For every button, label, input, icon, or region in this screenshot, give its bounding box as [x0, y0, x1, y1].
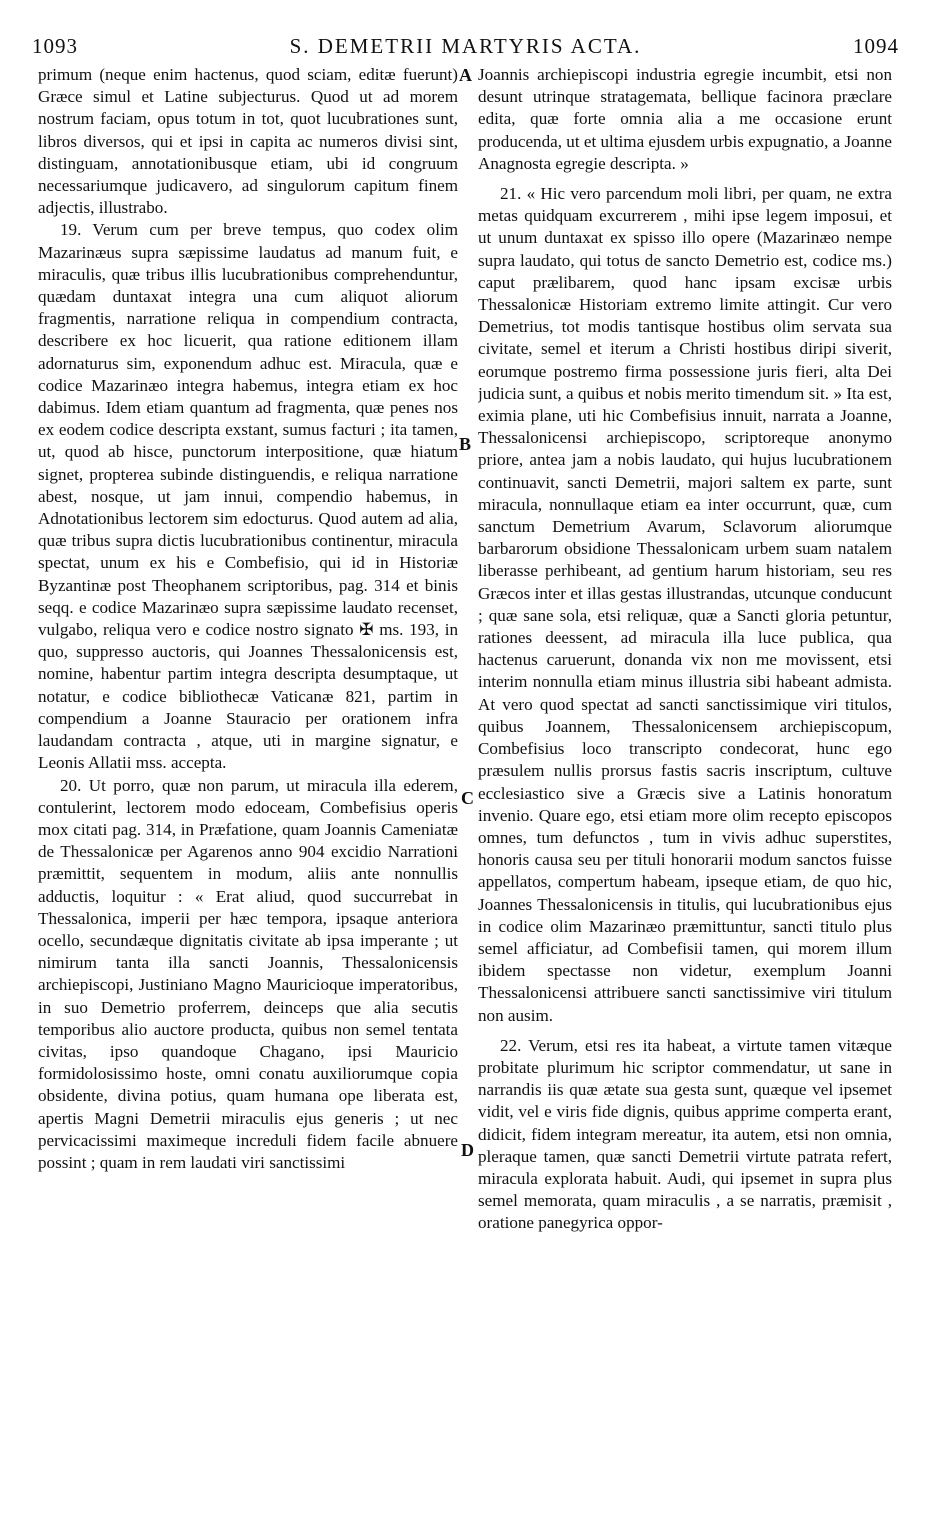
margin-marker-c: C [461, 788, 474, 808]
paragraph-20: 20. Ut porro, quæ non parum, ut miracula illa ederem, contulerint, lectorem modo edoceam, Combefisius operis mox citati pag. 314, in Præfatione, quam Joannis Cameniatæ de Thessalonicæ per Agarenos anno 904 excidio Narrationi præmittit, sequentem in modum, aliis ante nonnullis adductis, loquitur : « Erat aliud, quod succurrebat in Thessalonica, imperii per hæc tempora, ipsaque anteriora ocello, secundæque dignitatis civitate ab ipsa imperante ; ut nimirum tanta illa sancti Joannis, Thessalonicensis archiepiscopi, Justiniano Magno Mauricioque imperatoribus, in suo Demetrio proferrem, deinceps que alia secutis temporibus alio auctore producta, quibus non semel tentata civitas, ipso quandoque Chagano, ipsi Mauricio formidolosissimo hoste, omni conatu auxiliorumque copia obsidente, divina potius, quam humana ope liberata est, apertis Magni Demetrii miraculis ejus generis ; ut nec pervicacissimi maximeque increduli fidem facile abnuere possint ; quam in rem laudati viri sanctissimi [38, 775, 458, 1172]
paragraph-21: 21. « Hic vero parcendum moli libri, per quam, ne extra metas quidquam excurrerem , mihi ipse legem imposui, et ut unum duntaxat ex spisso illo opere (Mazarinæo nempe supra laudato, qui totus de sancto Demetrio est, codice ms.) caput prælibarem, quod hanc ipsam excisæ urbis Thessalonicæ Historiam extremo limite attingit. Cur vero Demetrius, tot modis tantisque hostibus olim servata sua civitate, semel et iterum a Christi hostibus diripi siverit, eorumque postremo firma possessione juris fieri, alta Dei judicia sunt, a quibus et nobis merito timendum sit. » Ita est, eximia plane, uti hic Combefisius innuit, narrata a Joanne, Thessalonicensi archiepiscopo, scriptoreque anonymo priore, antea jam a nobis laudato, qui hujus lucubrationem continuavit, sancti Demetrii, majori saltem ex parte, sunt miracula, nonnullaque etiam ea inter occurrunt, quæ, cum sanctum Demetrium Avarum, Sclavorum aliorumque barbarorum obsidione Thessalonicam urbem suam natalem liberasse perhibeant, ad gentium harum historiam, seu res Græcos inter et illas gestas illustrandas, utcunque conducunt ; quæ sane sola, etsi reliquæ, quæ a Sancti gloria petuntur, rationes deessent, ad miracula illa luce publica, qua hactenus caruerunt, donanda vix non me movissent, etsi interim nonnulla etiam minus illustria sibi habeant admista. At vero quod spectat ad sancti sanctissimique viri titulos, quibus Joannem, Thessalonicensem archiepiscopum, Combefisius loco transcripto condecorat, hunc ego præsulem nullis prorsus fastis sacris inscriptum, cultuve ecclesiastico sive a Græcis sive a Latinis honoratum invenio. Quare ego, etsi etiam more olim recepto episcopos omnes, tum defunctos , tum in vivis adhuc superstites, honoris causa seu per tituli honorarii modum sanctos fuisse appellatos, compertum habeam, ipseque etiam, de quo hic, Joannes Thessalonicensis in titulis, qui lucubrationibus ejus in codice olim Mazarinæo præmittuntur, sancti titulo plus semel afficiatur, ad Combefisii tamen, qui morem illum ibidem spectasse non videtur, exemplum Joanni Thessalonicensi attribuere sancti sanctissimive viri titulum non ausim. [478, 184, 892, 1025]
left-column [38, 64, 458, 1504]
right-column [478, 64, 892, 1504]
margin-marker-d: D [461, 1140, 474, 1160]
margin-marker-a: A [459, 65, 472, 85]
running-title: S. DEMETRII MARTYRIS ACTA. [289, 33, 642, 58]
page-number-right: 1094 [852, 33, 899, 58]
paragraph-19: 19. Verum cum per breve tempus, quo codex olim Mazarinæus supra sæpissime laudatus ad manum fuit, e miraculis, quæ tribus illis lucubrationibus comprehenduntur, quædam duntaxat integra una cum aliquot aliorum fragmentis, narratione reliqua in compendium contracta, describere ex hoc licuerit, qua ratione editionem illam adornaturus sim, exponendum adhuc est. Miracula, quæ e codice Mazarinæo integra habemus, integra etiam ex hoc dabimus. Idem etiam quantum ad fragmenta, quæ penes nos ex eodem codice descripta exstant, sumus facturi ; ita tamen, ut, quod ab hisce, punctorum interpositione, quæ hiatum signet, propterea subinde distinguendis, e reliqua narratione abest, nosque, ut jam innui, compendio habemus, in Adnotationibus lectorem sim edocturus. Quod autem ad alia, quæ tribus supra dictis lucubrationibus continentur, miracula spectat, unum ex his e Combefisio, qui id in Historiæ Byzantinæ post Theophanem scriptoribus, pag. 314 et binis seqq. e codice Mazarinæo supra sæpissime laudato recenset, vulgabo, reliqua vero e codice nostro signato ✠ ms. 193, in quo, suppresso auctoris, qui Joannes Thessalonicensis est, nomine, habentur partim integra descripta desumptaque, ut notatur, e codice bibliothecæ Vaticanæ 821, partim in compendium a Joanne Stauracio per orationem infra laudandam contracta , atque, uti in margine signatur, e Leonis Allatii mss. accepta. [38, 220, 458, 773]
margin-marker-b: B [459, 434, 472, 454]
paragraph-continued: primum (neque enim hactenus, quod sciam, editæ fuerunt) Græce simul et Latine subjecturus. Quod ut ad morem nostrum faciam, opus totum in tot, quot lucubrationes sunt, libros diversos, qui et ipsi in capita ac numeros divisi sint, distinguam, annotationibusque etiam, ubi id congruum necessariumque judicavero, ad singulorum capitum finem adjectis, illustrabo. [38, 65, 458, 218]
running-header [32, 28, 899, 64]
page-number-left: 1093 [32, 33, 78, 58]
paragraph-22: 22. Verum, etsi res ita habeat, a virtute tamen vitæque probitate plurimum hic scriptor commendatur, ut sane in narrandis iis quæ ætate sua gesta sunt, quæque vel ipsemet vidit, vel e viris fide dignis, quibus apprime comperta erant, didicit, fidem integram mereatur, ita autem, etsi non omnia, pleraque tamen, quæ sancti Demetrii virtute patrata refert, miracula explorata habuit. Audi, qui ipsemet in supra plus semel memorata, quam miraculis , a se narratis, præmisit , oratione panegyrica oppor- [478, 1035, 892, 1233]
paragraph-continued-right: Joannis archiepiscopi industria egregie incumbit, etsi non desunt utrinque stratagemata, bellique facinora præclare edita, quæ forte omnia alia a me occasione erunt producenda, ut et ultima ejusdem urbis expugnatio, a Joanne Anagnosta egregie descripta. » [478, 65, 892, 173]
